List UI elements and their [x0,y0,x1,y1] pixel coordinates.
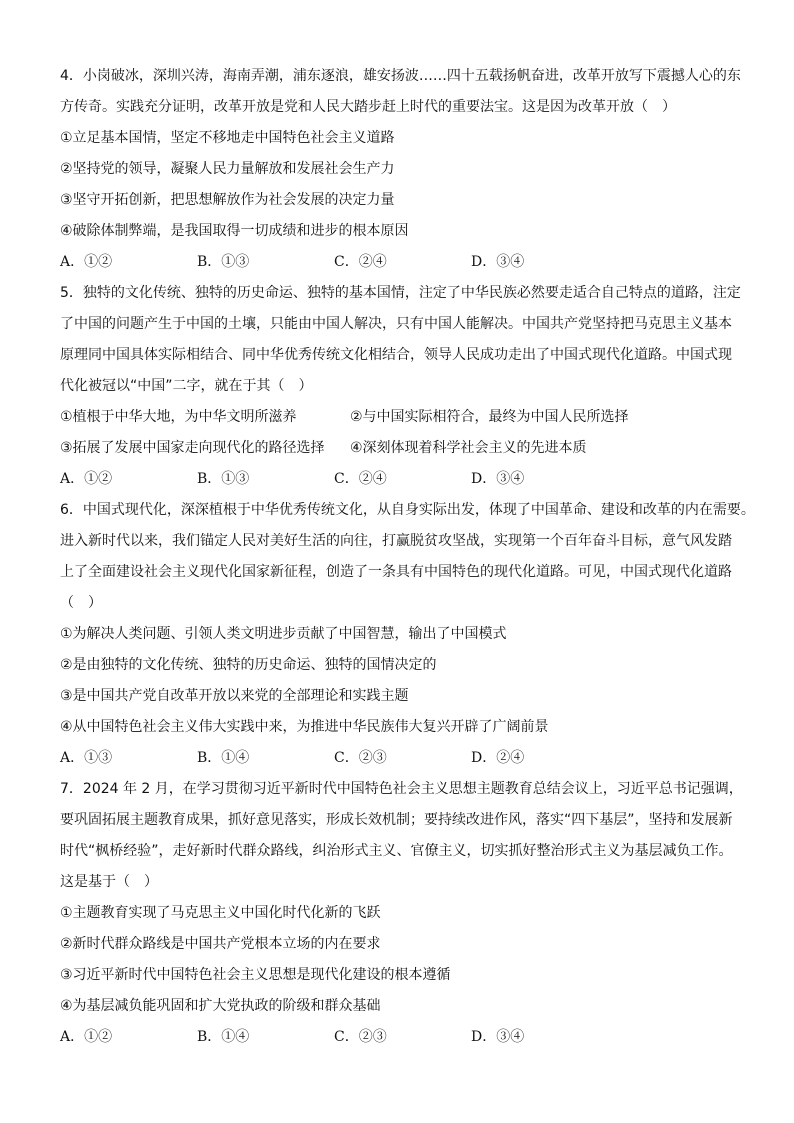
question-7 [60,774,743,1053]
answer-choice-c[interactable]: C．②③ [334,750,387,766]
answer-choice-a[interactable]: A．①② [60,471,113,487]
question-stem-line: 7．2024 年 2 月，在学习贯彻习近平新时代中国特色社会主义思想主题教育总结会议上，习近平总书记强调， [60,781,743,797]
question-stem-line: 5．独特的文化传统、独特的历史命运、独特的基本国情，注定了中华民族必然要走适合自己特点的道路，注定 [60,285,741,301]
answer-choice-b[interactable]: B．①④ [197,750,250,766]
question-stem-line: 了中国的问题产生于中国的土壤，只能由中国人解决，只有中国人能解决。中国共产党坚持把马克思主义基本 [60,316,732,332]
answer-choices [60,247,740,278]
question-stem-line: 代化被冠以“中国”二字，就在于其（ ） [60,378,313,394]
exam-page [60,61,755,1053]
statement-option: ④从中国特色社会主义伟大实践中来，为推进中华民族伟大复兴开辟了广阔前景 [60,719,549,735]
question-4 [60,61,740,278]
answer-choice-d[interactable]: D．③④ [471,1029,525,1045]
answer-choice-a[interactable]: A．①② [60,1029,113,1045]
statement-option: ①立足基本国情，坚定不移地走中国特色社会主义道路 [60,130,395,146]
answer-choice-d[interactable]: D．③④ [471,471,525,487]
question-stem-line: 4．小岗破冰，深圳兴涛，海南弄潮，浦东逐浪，雄安扬波……四十五载扬帆奋进，改革开放写下震撼人心的东 [60,68,741,84]
statement-option: ②坚持党的领导，凝聚人民力量解放和发展社会生产力 [60,161,395,177]
question-stem-line: 6．中国式现代化，深深植根于中华优秀传统文化，从自身实际出发，体现了中国革命、建设和改革的内在需要。 [60,502,755,518]
question-6 [60,495,755,774]
question-stem-line: 上了全面建设社会主义现代化国家新征程，创造了一条具有中国特色的现代化道路。可见，中国式现代化道路 [60,564,732,580]
answer-choices [60,1022,740,1053]
answer-choices [60,464,740,495]
answer-choice-d[interactable]: D．③④ [471,254,525,270]
answer-choice-b[interactable]: B．①④ [197,1029,250,1045]
answer-choice-a[interactable]: A．①② [60,254,113,270]
answer-choices [60,743,740,774]
answer-choice-d[interactable]: D．②④ [471,750,525,766]
statement-option: ②与中国实际相符合，最终为中国人民所选择 [350,409,629,425]
statement-option-row [60,402,740,433]
statement-option: ④深刻体现着科学社会主义的先进本质 [350,440,587,456]
statement-option: ③习近平新时代中国特色社会主义思想是现代化建设的根本遵循 [60,967,451,983]
answer-choice-b[interactable]: B．①③ [197,254,250,270]
question-stem-line: （ ） [60,595,102,611]
statement-option: ③拓展了发展中国家走向现代化的路径选择 [60,440,325,456]
statement-option: ②新时代群众路线是中国共产党根本立场的内在要求 [60,936,381,952]
statement-option: ④为基层减负能巩固和扩大党执政的阶级和群众基础 [60,998,381,1014]
answer-choice-b[interactable]: B．①③ [197,471,250,487]
statement-option: ①植根于中华大地，为中华文明所滋养 [60,409,297,425]
answer-choice-c[interactable]: C．②④ [334,471,387,487]
question-stem-line: 原理同中国具体实际相结合、同中华优秀传统文化相结合，领导人民成功走出了中国式现代化道路。中国式现 [60,347,732,363]
answer-choice-a[interactable]: A．①③ [60,750,113,766]
statement-option: ③坚守开拓创新，把思想解放作为社会发展的决定力量 [60,192,395,208]
statement-option-row [60,433,740,464]
question-stem-line: 进入新时代以来，我们锚定人民对美好生活的向往，打赢脱贫攻坚战，实现第一个百年奋斗目标，意气风发踏 [60,533,732,549]
question-5 [60,278,740,495]
statement-option: ②是由独特的文化传统、独特的历史命运、独特的国情决定的 [60,657,437,673]
statement-option: ④破除体制弊端，是我国取得一切成绩和进步的根本原因 [60,223,409,239]
question-stem-line: 时代“枫桥经验”，走好新时代群众路线，纠治形式主义、官僚主义，切实抓好整治形式主义为基层减负工作。 [60,843,733,859]
answer-choice-c[interactable]: C．②③ [334,1029,387,1045]
statement-option: ①主题教育实现了马克思主义中国化时代化新的飞跃 [60,905,381,921]
question-stem-line: 要巩固拓展主题教育成果，抓好意见落实，形成长效机制；要持续改进作风，落实“四下基层”，坚持和发展新 [60,812,733,828]
question-stem-line: 方传奇。实践充分证明，改革开放是党和人民大踏步赶上时代的重要法宝。这是因为改革开放（ ） [60,99,676,115]
statement-option: ①为解决人类问题、引领人类文明进步贡献了中国智慧，输出了中国模式 [60,626,507,642]
question-stem-line: 这是基于（ ） [60,874,158,890]
statement-option: ③是中国共产党自改革开放以来党的全部理论和实践主题 [60,688,409,704]
answer-choice-c[interactable]: C．②④ [334,254,387,270]
